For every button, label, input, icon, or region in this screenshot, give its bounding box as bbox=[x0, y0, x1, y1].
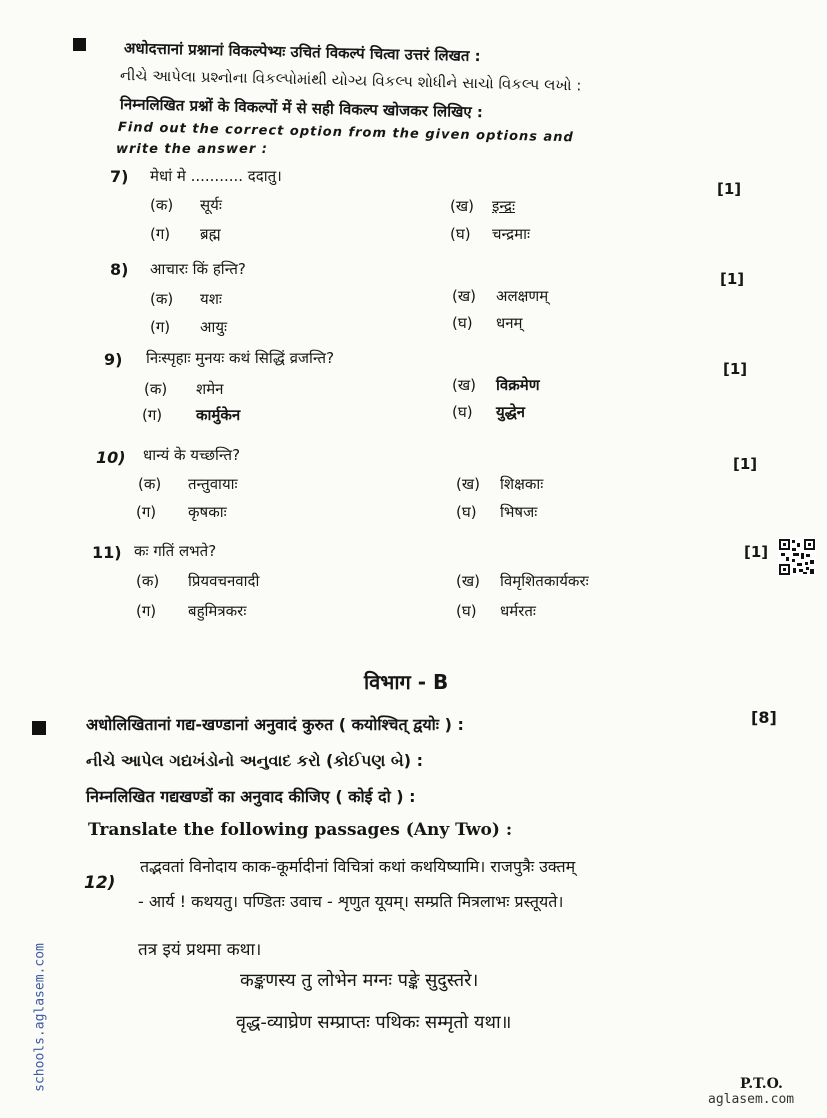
option-text: शिक्षकाः bbox=[500, 475, 544, 493]
question-text: धान्यं के यच्छन्ति? bbox=[143, 446, 241, 464]
side-watermark: schools.aglasem.com bbox=[32, 943, 48, 1092]
question-text: निःस्पृहाः मुनयः कथं सिद्धिं व्रजन्ति? bbox=[146, 349, 335, 367]
option-label: (ग) bbox=[142, 406, 163, 424]
option-text: प्रियवचनवादी bbox=[188, 572, 260, 590]
option-label: (ग) bbox=[136, 602, 157, 620]
option-label: (ग) bbox=[136, 503, 157, 521]
pto-label: P.T.O. bbox=[740, 1076, 783, 1092]
qr-code bbox=[778, 538, 816, 576]
instruction-english-1: Find out the correct option from the given options and bbox=[117, 120, 574, 146]
option-text: तन्तुवायाः bbox=[188, 475, 238, 493]
option-label: (घ) bbox=[456, 503, 477, 521]
option-text: युद्धेन bbox=[496, 403, 526, 421]
option-label: (क) bbox=[150, 196, 174, 214]
question-number: 8) bbox=[110, 260, 129, 279]
option-text: बहुमित्रकरः bbox=[188, 602, 247, 620]
question-number: 12) bbox=[84, 873, 116, 893]
option-text: धनम् bbox=[496, 314, 523, 332]
section-instruction-hindi: निम्नलिखित गद्यखण्डों का अनुवाद कीजिए ( कोई दो ) : bbox=[86, 787, 416, 806]
question-number: 9) bbox=[104, 350, 123, 369]
footer-site: aglasem.com bbox=[708, 1092, 795, 1107]
option-text: इन्द्रः bbox=[492, 197, 515, 215]
option-label: (घ) bbox=[450, 225, 471, 243]
option-label: (ग) bbox=[150, 318, 171, 336]
instruction-english-2: write the answer : bbox=[116, 142, 268, 157]
option-text: कार्मुकेन bbox=[196, 406, 241, 424]
section-instruction-sanskrit: अधोलिखितानां गद्य-खण्डानां अनुवादं कुरुत ( कयोश्चित् द्वयोः ) : bbox=[86, 715, 464, 734]
option-text: यशः bbox=[200, 290, 222, 308]
option-text: विमृशितकार्यकरः bbox=[500, 572, 589, 590]
option-label: (ख) bbox=[456, 572, 480, 590]
section-mark: [8] bbox=[751, 708, 777, 727]
option-label: (क) bbox=[136, 572, 160, 590]
section-title: विभाग - B bbox=[364, 670, 449, 694]
option-label: (क) bbox=[144, 380, 168, 398]
section-instruction-english: Translate the following passages (Any Two) : bbox=[88, 820, 513, 840]
option-label: (घ) bbox=[452, 314, 473, 332]
option-label: (क) bbox=[150, 290, 174, 308]
option-label: (ख) bbox=[452, 287, 476, 305]
option-label: (घ) bbox=[452, 403, 473, 421]
passage-line: तत्र इयं प्रथमा कथा। bbox=[138, 940, 262, 960]
option-label: (घ) bbox=[456, 602, 477, 620]
question-text: कः गतिं लभते? bbox=[134, 542, 217, 560]
option-text: कृषकाः bbox=[188, 503, 227, 521]
option-text: शमेन bbox=[196, 380, 224, 398]
question-mark: [1] bbox=[717, 180, 742, 198]
instruction-hindi: निम्नलिखित प्रश्नों के विकल्पों में से सही विकल्प खोजकर लिखिए : bbox=[119, 95, 484, 122]
question-mark: [1] bbox=[733, 455, 758, 473]
bullet-square bbox=[32, 721, 46, 735]
instruction-sanskrit: अधोदत्तानां प्रश्नानां विकल्पेभ्यः उचितं विकल्पं चित्वा उत्तरं लिखत : bbox=[123, 39, 481, 66]
option-label: (ख) bbox=[452, 376, 476, 394]
option-text: सूर्यः bbox=[200, 196, 222, 214]
option-label: (ख) bbox=[456, 475, 480, 493]
passage-line: तद्भवतां विनोदाय काक-कूर्मादीनां विचित्रां कथां कथयिष्यामि। राजपुत्रैः उक्तम् bbox=[140, 857, 576, 876]
option-label: (ग) bbox=[150, 225, 171, 243]
option-text: चन्द्रमाः bbox=[492, 225, 531, 243]
option-text: धर्मरतः bbox=[500, 602, 536, 620]
question-number: 11) bbox=[92, 543, 122, 562]
instruction-gujarati: નીચે આપેલા પ્રશ્નોના વિકલ્પોમાંથી યોગ્ય વિકલ્પ શોધીને સાચો વિકલ્પ લખો : bbox=[119, 66, 582, 95]
option-label: (क) bbox=[138, 475, 162, 493]
question-mark: [1] bbox=[720, 270, 745, 288]
bullet-square bbox=[73, 38, 86, 51]
question-mark: [1] bbox=[744, 543, 769, 561]
section-instruction-gujarati: નીચે આપેલ ગદ્યખંડોનો અનુવાદ કરો (કોઈપણ બે) : bbox=[86, 751, 424, 770]
verse-line: वृद्ध-व्याघ्रेण सम्प्राप्तः पथिकः सम्मृतो यथा॥ bbox=[236, 1012, 512, 1033]
option-text: आयुः bbox=[200, 318, 228, 336]
option-text: विक्रमेण bbox=[496, 376, 540, 394]
option-text: ब्रह्म bbox=[200, 225, 221, 243]
question-text: मेधां मे ........... ददातु। bbox=[150, 167, 282, 185]
option-text: भिषजः bbox=[500, 503, 538, 521]
passage-line: - आर्य ! कथयतु। पण्डितः उवाच - शृणुत यूयम्। सम्प्रति मित्रलाभः प्रस्तूयते। bbox=[138, 892, 564, 911]
verse-line: कङ्कणस्य तु लोभेन मग्नः पङ्के सुदुस्तरे। bbox=[240, 970, 479, 991]
question-text: आचारः किं हन्ति? bbox=[150, 260, 246, 278]
option-label: (ख) bbox=[450, 197, 474, 215]
option-text: अलक्षणम् bbox=[496, 287, 549, 305]
question-number: 7) bbox=[110, 167, 129, 186]
question-mark: [1] bbox=[723, 360, 748, 378]
question-number: 10) bbox=[96, 448, 126, 467]
